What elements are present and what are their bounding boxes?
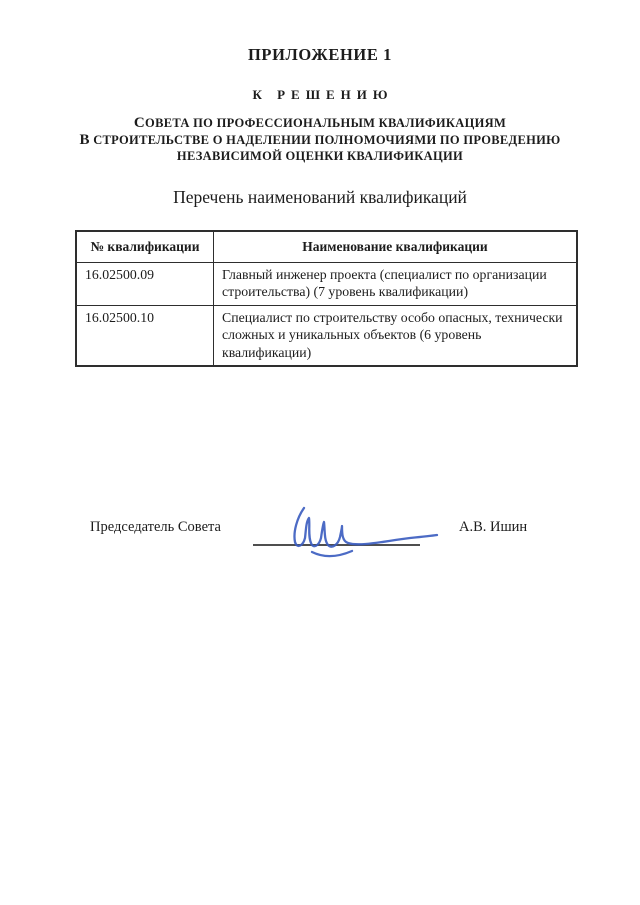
signatory-role: Председатель Совета xyxy=(90,519,221,535)
council-subheader-line-1: СОВЕТА ПО ПРОФЕССИОНАЛЬНЫМ КВАЛИФИКАЦИЯМ xyxy=(133,115,507,131)
signature-flourish xyxy=(312,551,352,556)
qualification-number: 16.02500.10 xyxy=(76,305,214,366)
appendix-title: ПРИЛОЖЕНИЕ 1 xyxy=(247,45,393,64)
table-header xyxy=(76,231,577,263)
column-header-qualification-number: № квалификации xyxy=(76,231,214,263)
list-heading: Перечень наименований квалификаций xyxy=(173,186,467,207)
table-row xyxy=(76,262,577,305)
signature-block xyxy=(0,517,640,602)
table-header-row xyxy=(76,231,577,263)
qualification-name: Главный инженер проекта (специалист по организации строительства) (7 уровень квалификации) xyxy=(214,262,578,305)
qualifications-table xyxy=(75,230,578,368)
table-body xyxy=(76,262,577,366)
signature-ink xyxy=(250,500,440,560)
council-subheader-line-3: НЕЗАВИСИМОЙ ОЦЕНКИ КВАЛИФИКАЦИИ xyxy=(176,149,464,163)
qualification-name: Специалист по строительству особо опасных, технически сложных и уникальных объектов (6 уровень квалификации) xyxy=(214,305,578,366)
qualification-number: 16.02500.09 xyxy=(76,262,214,305)
column-header-qualification-name: Наименование квалификации xyxy=(214,231,578,263)
table-row xyxy=(76,305,577,366)
council-subheader-line-2: В СТРОИТЕЛЬСТВЕ О НАДЕЛЕНИИ ПОЛНОМОЧИЯМИ ПО ПРОВЕДЕНИЮ xyxy=(79,131,561,148)
decision-heading: К РЕШЕНИЮ xyxy=(252,87,394,102)
signature-stroke xyxy=(294,508,437,547)
signatory-name: А.В. Ишин xyxy=(459,519,528,535)
council-subheader xyxy=(0,115,640,165)
